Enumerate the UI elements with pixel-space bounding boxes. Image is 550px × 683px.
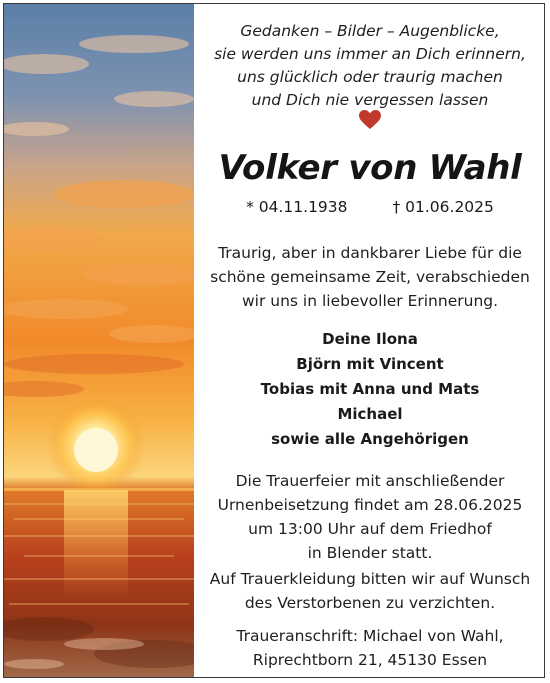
family-line: Deine Ilona (322, 330, 418, 348)
poem-line: Gedanken – Bilder – Augenblicke, (240, 22, 500, 40)
clothing-line: des Verstorbenen zu verzichten. (244, 594, 496, 612)
birth-date: * 04.11.1938 (246, 198, 348, 216)
heart-icon (194, 110, 545, 136)
ceremony-line: in Blender statt. (307, 544, 433, 562)
life-dates (194, 195, 545, 219)
family-line: sowie alle Angehörigen (271, 430, 469, 448)
farewell-line: Traurig, aber in dankbarer Liebe für die (218, 244, 522, 262)
poem-line: sie werden uns immer an Dich erinnern, (214, 45, 526, 63)
poem-line: uns glücklich oder traurig machen (237, 68, 503, 86)
family-signatures (194, 327, 545, 452)
ceremony-line: um 13:00 Uhr auf dem Friedhof (248, 520, 492, 538)
family-line: Michael (337, 405, 403, 423)
deceased-name: Volker von Wahl (218, 148, 522, 188)
ceremony-line: Die Trauerfeier mit anschließender (235, 472, 505, 490)
family-line: Björn mit Vincent (296, 355, 444, 373)
farewell-line: schöne gemeinsame Zeit, verabschieden (210, 268, 530, 286)
poem-line: und Dich nie vergessen lassen (251, 91, 489, 109)
address-line: Riprechtborn 21, 45130 Essen (252, 651, 488, 669)
sunset-sea-photo (4, 4, 194, 677)
clothing-request (194, 567, 545, 615)
ceremony-line: Urnenbeisetzung findet am 28.06.2025 (217, 496, 523, 514)
obituary-notice (3, 3, 545, 678)
address-line: Traueranschrift: Michael von Wahl, (236, 627, 504, 645)
notice-text-column (194, 4, 545, 677)
clothing-line: Auf Trauerkleidung bitten wir auf Wunsch (209, 570, 531, 588)
farewell-text (194, 241, 545, 313)
death-date: † 01.06.2025 (392, 198, 494, 216)
memorial-poem (194, 20, 545, 112)
farewell-line: wir uns in liebevoller Erinnerung. (241, 292, 499, 310)
mourning-address (194, 624, 545, 672)
ceremony-info (194, 469, 545, 565)
family-line: Tobias mit Anna und Mats (260, 380, 480, 398)
